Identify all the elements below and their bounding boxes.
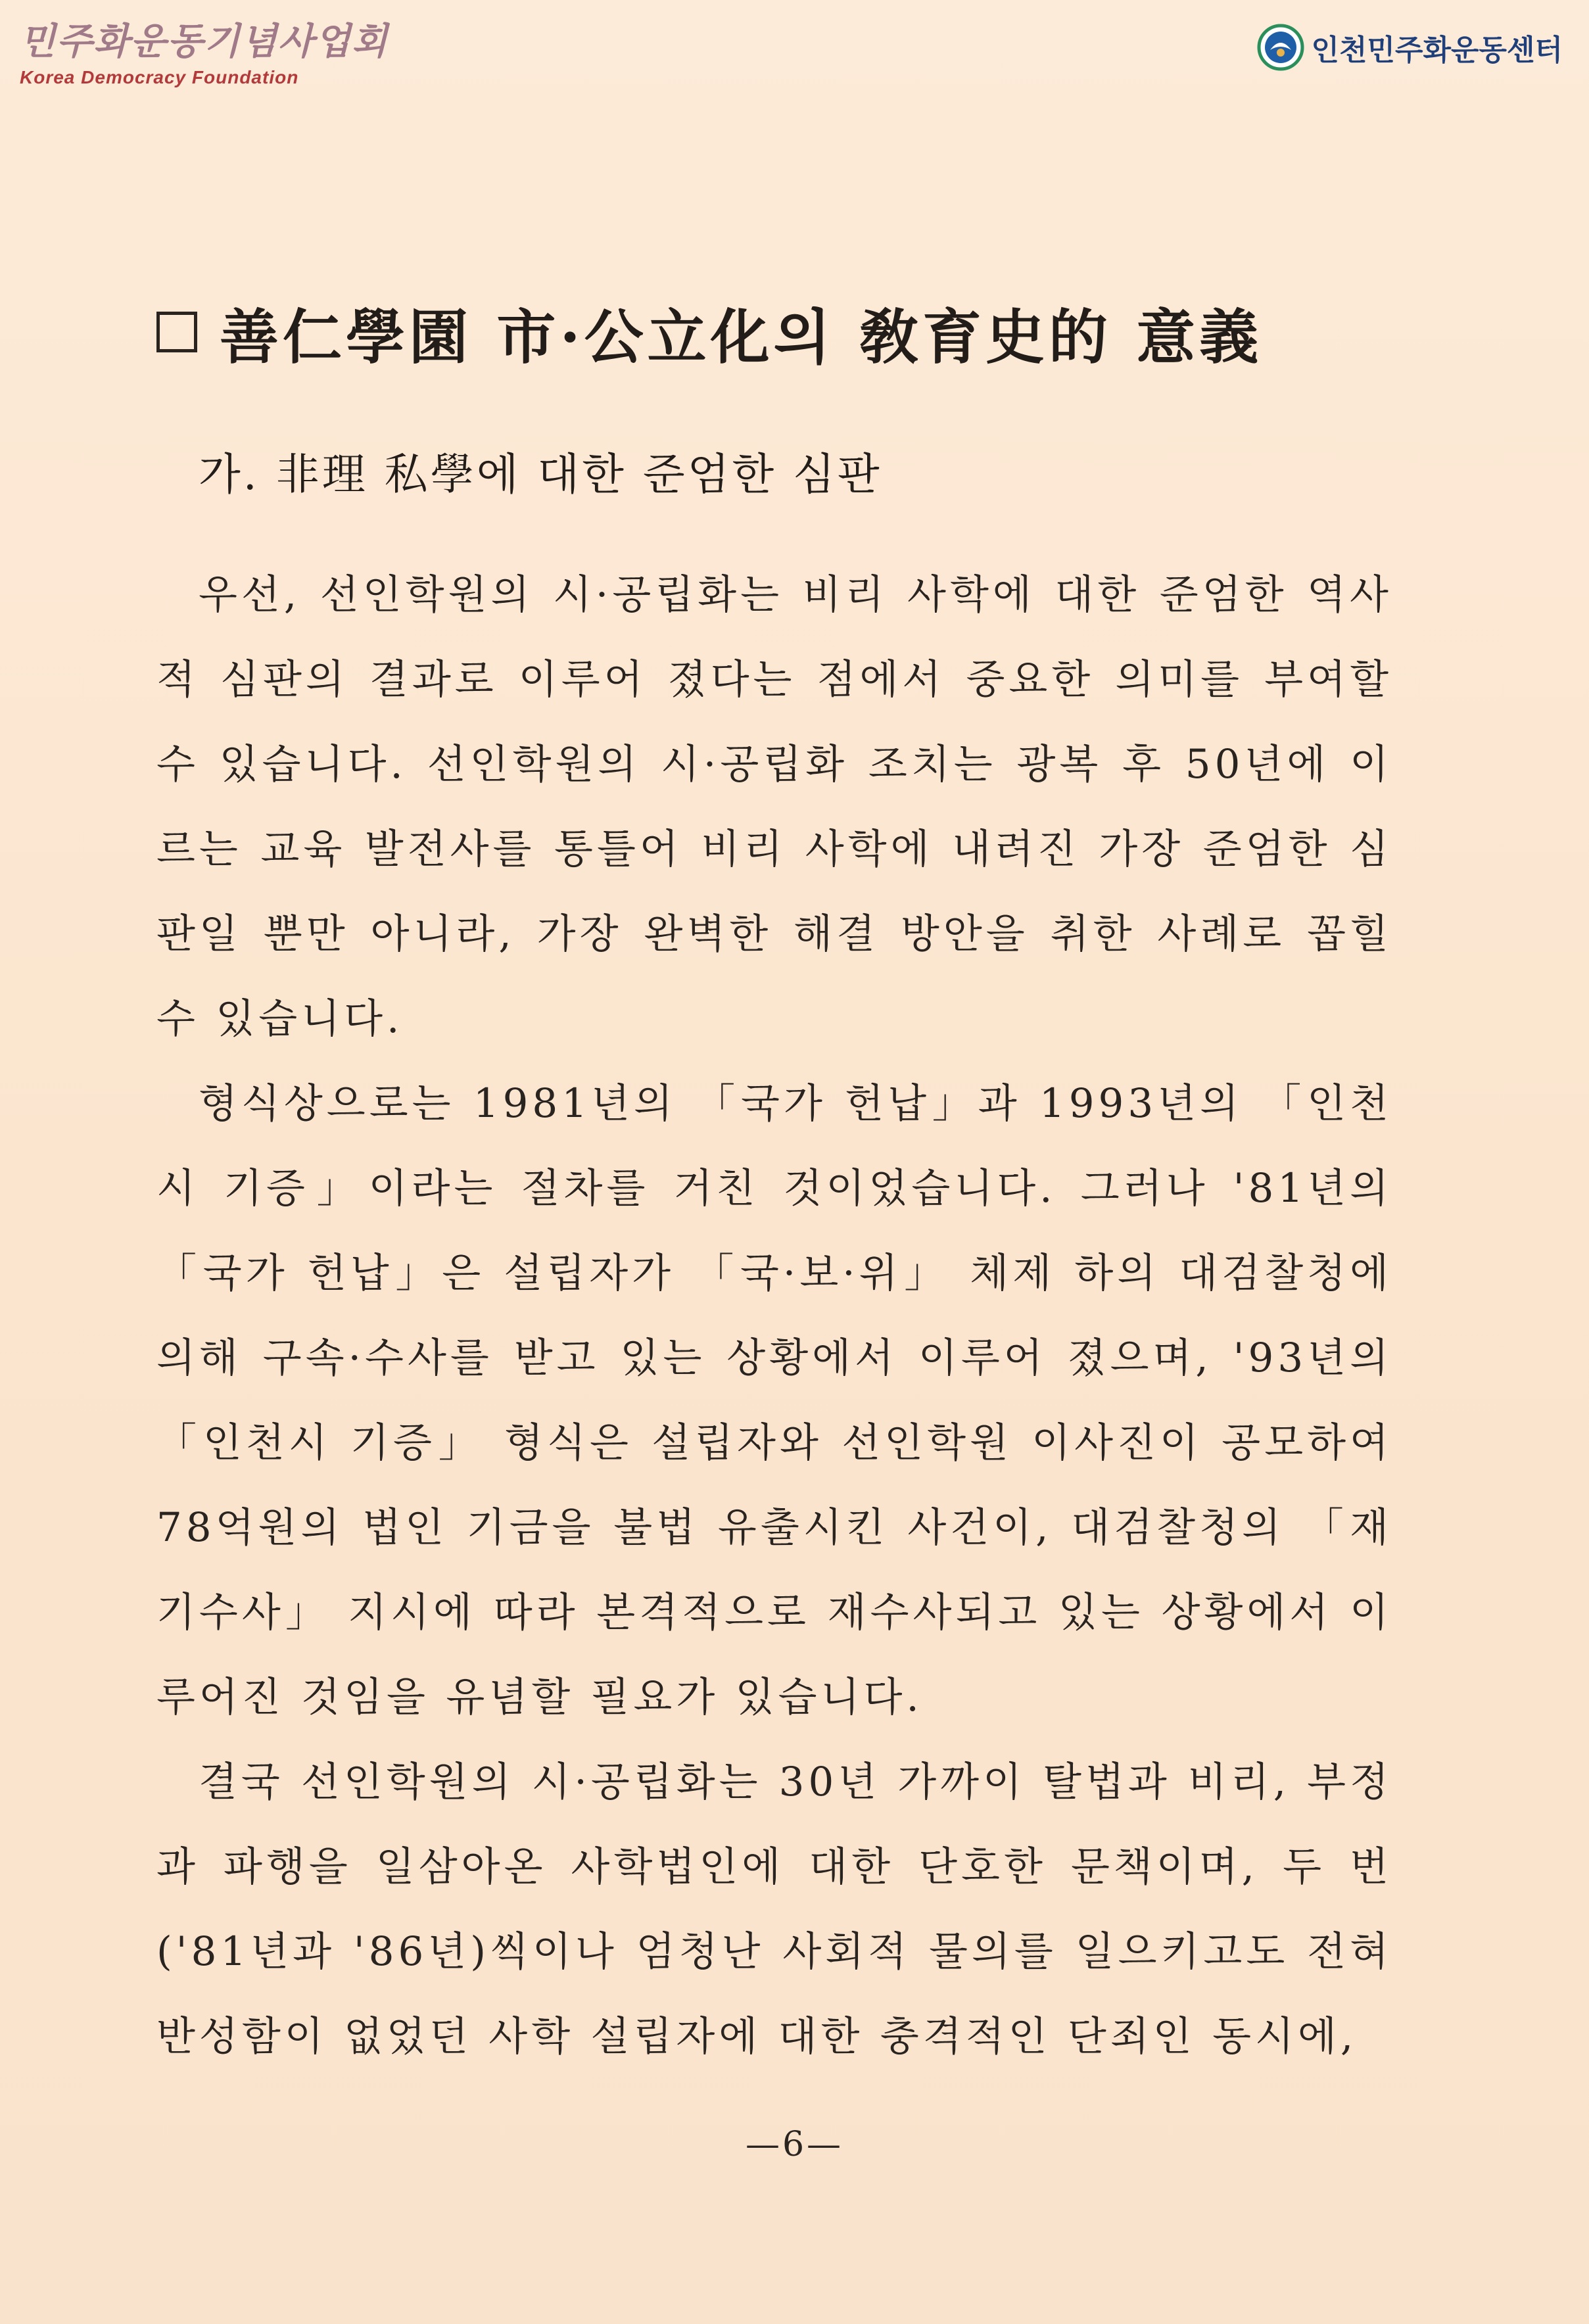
page-number: —6—: [745, 2125, 844, 2164]
paragraph-3: 결국 선인학원의 시·공립화는 30년 가까이 탈법과 비리, 부정과 파행을 일삼아온 사학법인에 대한 단호한 문책이며, 두 번('81년과 '86년)씩이나 엄청난 사회적 물의를 일으키고도 전혀 반성함이 없었던 사학 설립자에 대한 충격적인 단죄인 동시에,: [156, 1759, 1392, 2060]
center-name-text: 인천민주화운동센터: [1311, 34, 1563, 67]
title-text: 善仁學園 市·公立化의 敎育史的 意義: [220, 302, 1263, 372]
circular-seal-icon: [1257, 24, 1304, 71]
korea-democracy-foundation-logo: [20, 20, 389, 88]
body-text: [156, 552, 1392, 2079]
incheon-democracy-center-logo: [1257, 24, 1563, 71]
checkbox-square-icon: [156, 312, 197, 352]
section-subtitle: 가. 非理 私學에 대한 준엄한 심판: [199, 449, 882, 500]
paragraph-2: 형식상으로는 1981년의 「국가 헌납」과 1993년의 「인천시 기증」이라는 절차를 거친 것이었습니다. 그러나 '81년의 「국가 헌납」은 설립자가 「국·보·위」 체제 하의 대검찰청에 의해 구속·수사를 받고 있는 상황에서 이루어 졌으며, '93년의 「인천시 기증」 형식은 설립자와 선인학원 이사진이 공모하여 78억원의 법인 기금을 불법 유출시킨 사건이, 대검찰청의 「재기수사」 지시에 따라 본격적으로 재수사되고 있는 상황에서 이루어진 것임을 유념할 필요가 있습니다.: [156, 1080, 1392, 1720]
page-title: [156, 289, 1262, 375]
logo-english-text: Korea Democracy Foundation: [20, 67, 299, 87]
paragraph-1: 우선, 선인학원의 시·공립화는 비리 사학에 대한 준엄한 역사적 심판의 결과로 이루어 졌다는 점에서 중요한 의미를 부여할 수 있습니다. 선인학원의 시·공립화 조치는 광복 후 50년에 이르는 교육 발전사를 통틀어 비리 사학에 내려진 가장 준엄한 심판일 뿐만 아니라, 가장 완벽한 해결 방안을 취한 사례로 꼽힐 수 있습니다.: [156, 571, 1392, 1042]
logo-korean-text: 민주화운동기념사업회: [20, 20, 389, 63]
